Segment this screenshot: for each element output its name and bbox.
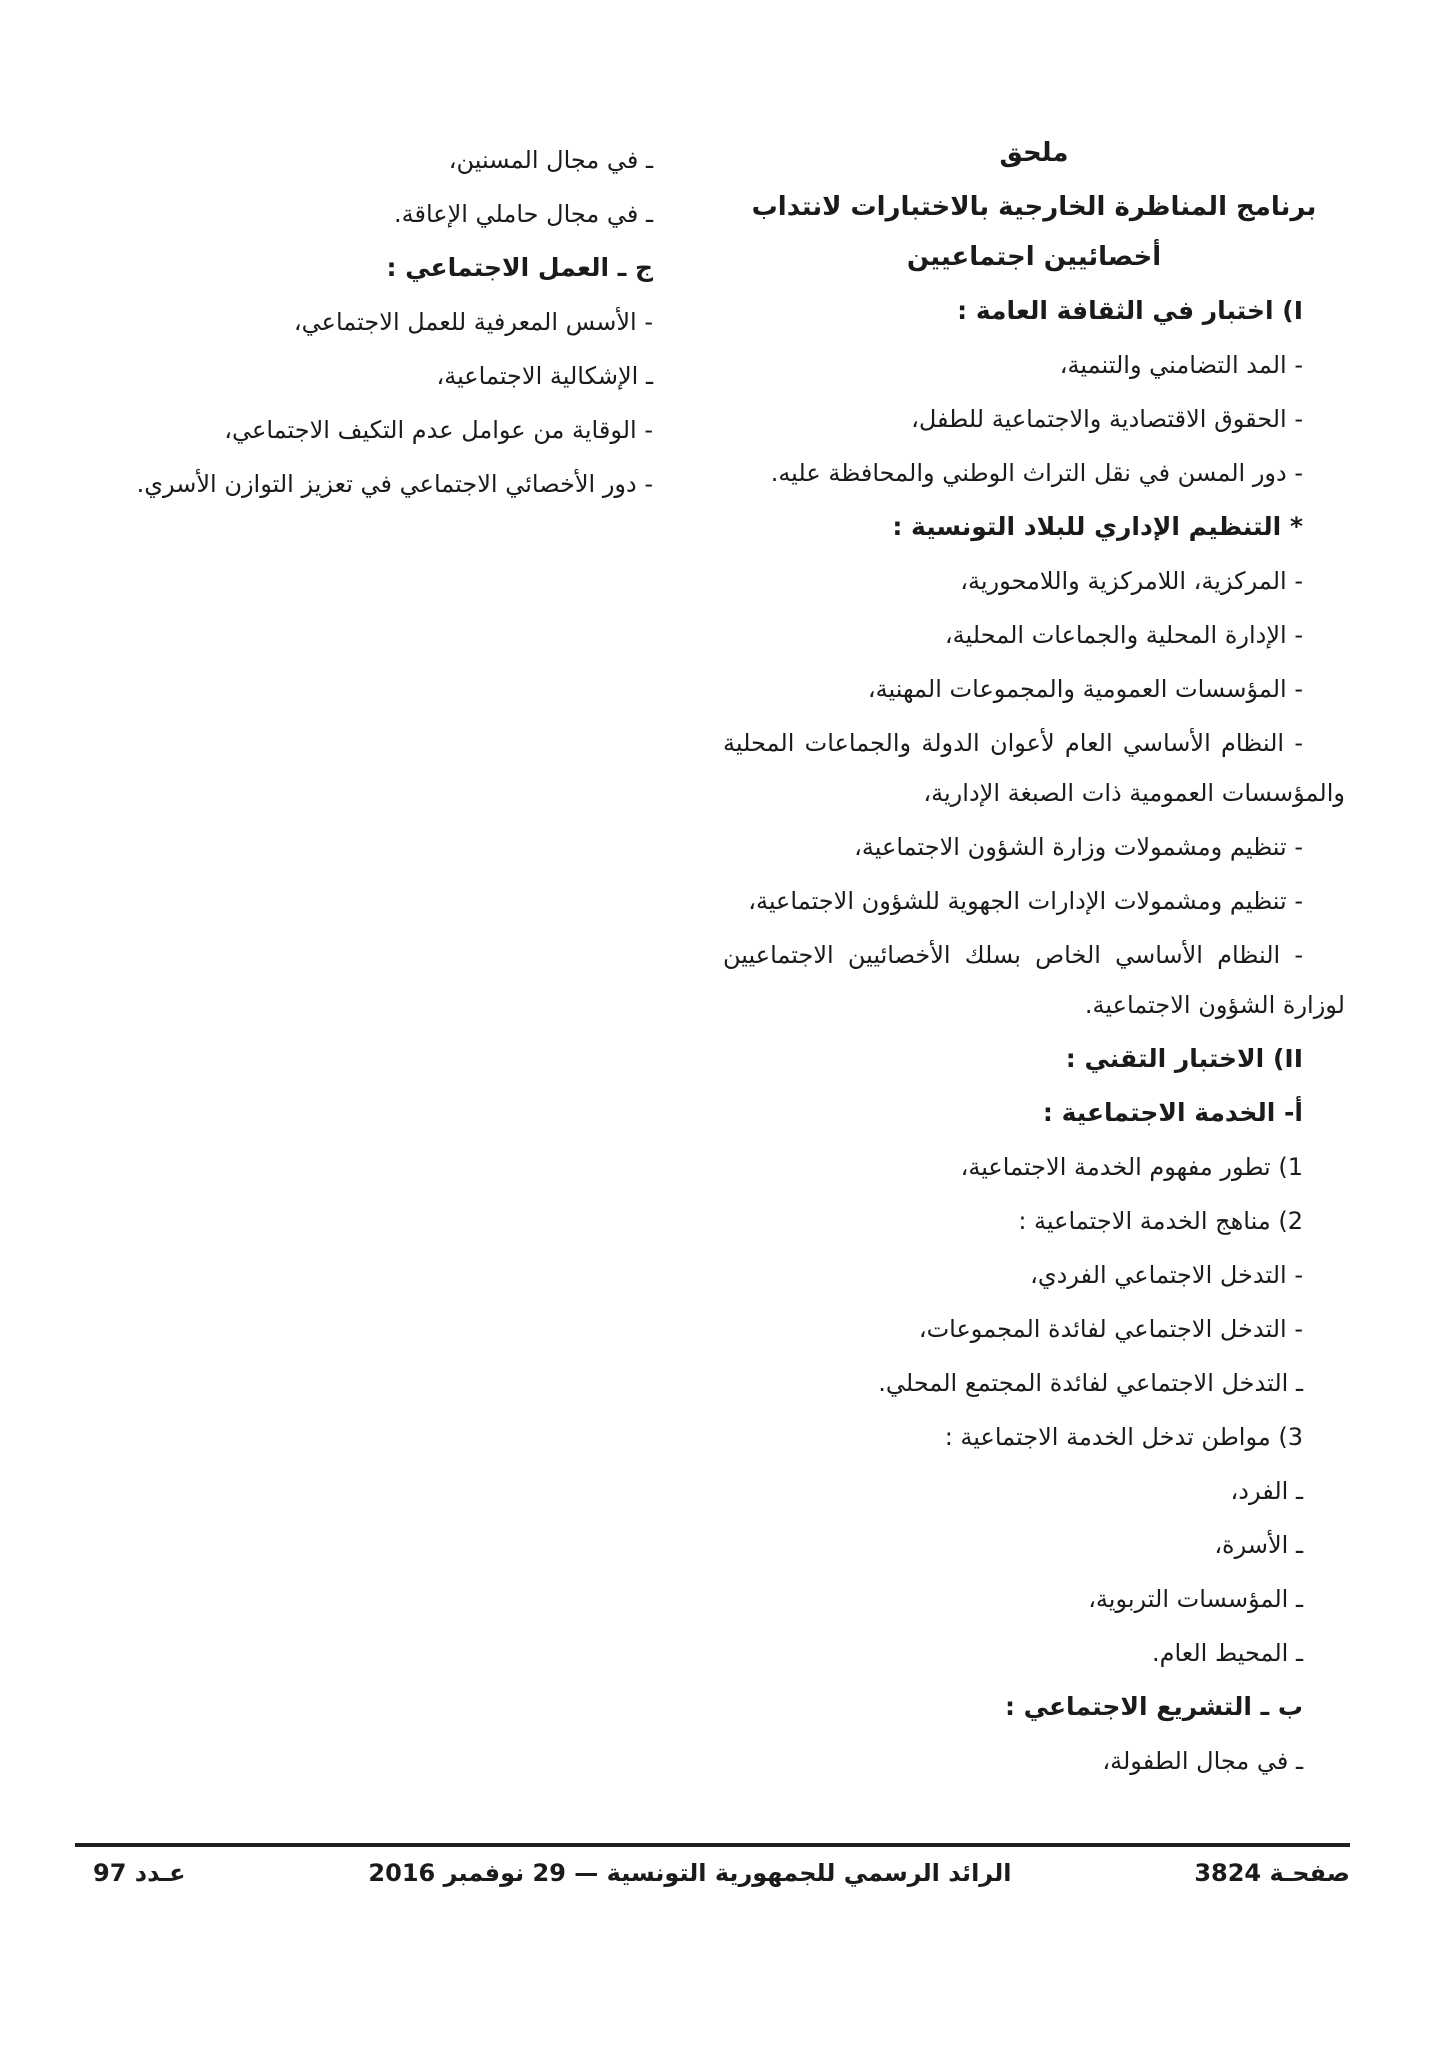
list-item: ـ في مجال المسنين، bbox=[448, 146, 653, 174]
section-heading: أ- الخدمة الاجتماعية : bbox=[1042, 1098, 1303, 1127]
list-item: - النظام الأساسي العام لأعوان الدولة والجماعات المحلية والمؤسسات العمومية ذات الصبغة الإدارية، bbox=[723, 729, 1345, 807]
footer-page-number: صفحـة 3824 bbox=[1194, 1859, 1350, 1887]
annex-title: برنامج المناظرة الخارجية بالاختبارات لانتداب أخصائيين اجتماعيين bbox=[751, 192, 1317, 272]
section-heading: II) الاختبار التقني : bbox=[1065, 1044, 1303, 1073]
list-item: - دور المسن في نقل التراث الوطني والمحافظة عليه. bbox=[770, 459, 1303, 487]
right-column bbox=[723, 128, 1345, 1790]
list-item: - المركزية، اللامركزية واللامحورية، bbox=[960, 567, 1303, 595]
list-item: - الأسس المعرفية للعمل الاجتماعي، bbox=[293, 308, 653, 336]
footer-issue-number: عـدد 97 bbox=[93, 1859, 186, 1887]
section-heading: * التنظيم الإداري للبلاد التونسية : bbox=[892, 512, 1303, 541]
list-item: - المد التضامني والتنمية، bbox=[1059, 351, 1303, 379]
list-item: - تنظيم ومشمولات وزارة الشؤون الاجتماعية، bbox=[854, 833, 1303, 861]
left-column bbox=[93, 135, 695, 513]
list-item: - الوقاية من عوامل عدم التكيف الاجتماعي، bbox=[224, 416, 653, 444]
list-item: ـ الأسرة، bbox=[1214, 1531, 1303, 1559]
list-item: ـ الفرد، bbox=[1230, 1477, 1303, 1505]
list-item: - دور الأخصائي الاجتماعي في تعزيز التوازن الأسري. bbox=[136, 470, 653, 498]
list-item: - التدخل الاجتماعي لفائدة المجموعات، bbox=[918, 1315, 1303, 1343]
list-item: ـ التدخل الاجتماعي لفائدة المجتمع المحلي. bbox=[878, 1369, 1303, 1397]
list-item: - تنظيم ومشمولات الإدارات الجهوية للشؤون الاجتماعية، bbox=[748, 887, 1303, 915]
list-item: ـ المحيط العام. bbox=[1151, 1639, 1303, 1667]
footer-journal-title: الرائد الرسمي للجمهورية التونسية — 29 نوفمبر 2016 bbox=[368, 1859, 1012, 1887]
list-item: - التدخل الاجتماعي الفردي، bbox=[1030, 1261, 1303, 1289]
list-item: - الإدارة المحلية والجماعات المحلية، bbox=[944, 621, 1303, 649]
list-item: 2) مناهج الخدمة الاجتماعية : bbox=[1018, 1207, 1303, 1235]
list-item: - المؤسسات العمومية والمجموعات المهنية، bbox=[867, 675, 1303, 703]
footer-rule bbox=[75, 1843, 1350, 1847]
list-item: 3) مواطن تدخل الخدمة الاجتماعية : bbox=[944, 1423, 1303, 1451]
list-item: ـ المؤسسات التربوية، bbox=[1088, 1585, 1303, 1613]
list-item: ـ في مجال الطفولة، bbox=[1102, 1747, 1303, 1775]
list-item: - الحقوق الاقتصادية والاجتماعية للطفل، bbox=[911, 405, 1303, 433]
annex-kicker: ملحق bbox=[999, 138, 1069, 168]
list-item: - النظام الأساسي الخاص بسلك الأخصائيين الاجتماعيين لوزارة الشؤون الاجتماعية. bbox=[723, 941, 1345, 1019]
section-heading: I) اختبار في الثقافة العامة : bbox=[957, 296, 1303, 325]
right-column-lines bbox=[723, 286, 1345, 1786]
list-item: ـ الإشكالية الاجتماعية، bbox=[436, 362, 653, 390]
section-heading: ج ـ العمل الاجتماعي : bbox=[386, 253, 653, 282]
section-heading: ب ـ التشريع الاجتماعي : bbox=[1004, 1692, 1303, 1721]
page-footer bbox=[93, 1853, 1350, 1893]
left-column-lines bbox=[93, 135, 695, 509]
list-item: ـ في مجال حاملي الإعاقة. bbox=[393, 200, 653, 228]
list-item: 1) تطور مفهوم الخدمة الاجتماعية، bbox=[960, 1153, 1303, 1181]
